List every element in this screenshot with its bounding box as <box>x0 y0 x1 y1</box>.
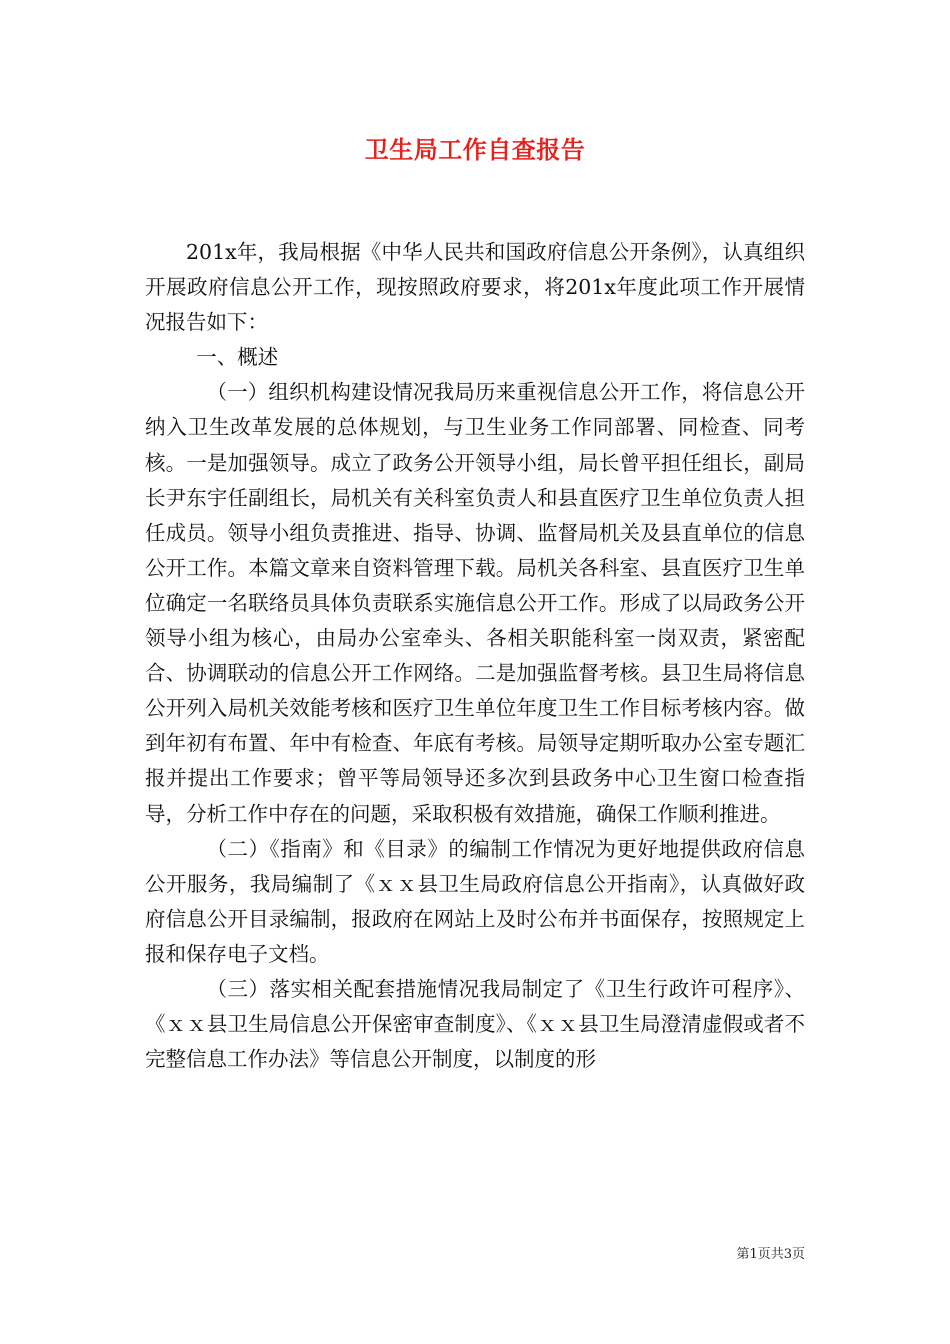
paragraph-supporting-measures: （三）落实相关配套措施情况我局制定了《卫生行政许可程序》、《ｘｘ县卫生局信息公开保密审查制度》、《ｘｘ县卫生局澄清虚假或者不完整信息工作办法》等信息公开制度，以制度的形 <box>145 976 805 1072</box>
paragraph-organization: （一）组织机构建设情况我局历来重视信息公开工作，将信息公开纳入卫生改革发展的总体规划，与卫生业务工作同部署、同检查、同考核。一是加强领导。成立了政务公开领导小组，局长曾平担任组长，副局长尹东宇任副组长，局机关有关科室负责人和县直医疗卫生单位负责人担任成员。领导小组负责推进、指导、协调、监督局机关及县直单位的信息公开工作。本篇文章来自资料管理下载。局机关各科室、县直医疗卫生单位确定一名联络员具体负责联系实施信息公开工作。形成了以局政务公开领导小组为核心，由局办公室牵头、各相关职能科室一岗双责，紧密配合、协调联动的信息公开工作网络。二是加强监督考核。县卫生局将信息公开列入局机关效能考核和医疗卫生单位年度卫生工作目标考核内容。做到年初有布置、年中有检查、年底有考核。局领导定期听取办公室专题汇报并提出工作要求；曾平等局领导还多次到县政务中心卫生窗口检查指导，分析工作中存在的问题，采取积极有效措施，确保工作顺利推进。 <box>145 380 805 826</box>
page-number: 第1页共3页 <box>736 1247 805 1262</box>
paragraph-guide-catalog: （二）《指南》和《目录》的编制工作情况为更好地提供政府信息公开服务，我局编制了《ｘｘ县卫生局政府信息公开指南》，认真做好政府信息公开目录编制，报政府在网站上及时公布并书面保存，按照规定上报和保存电子文档。 <box>145 836 805 966</box>
section-heading-overview: 一、概述 <box>196 345 279 370</box>
document-title: 卫生局工作自查报告 <box>364 135 586 164</box>
intro-paragraph: 201x年，我局根据《中华人民共和国政府信息公开条例》，认真组织开展政府信息公开工作，现按照政府要求，将201x年度此项工作开展情况报告如下： <box>145 240 805 335</box>
document-body <box>145 235 805 1077</box>
